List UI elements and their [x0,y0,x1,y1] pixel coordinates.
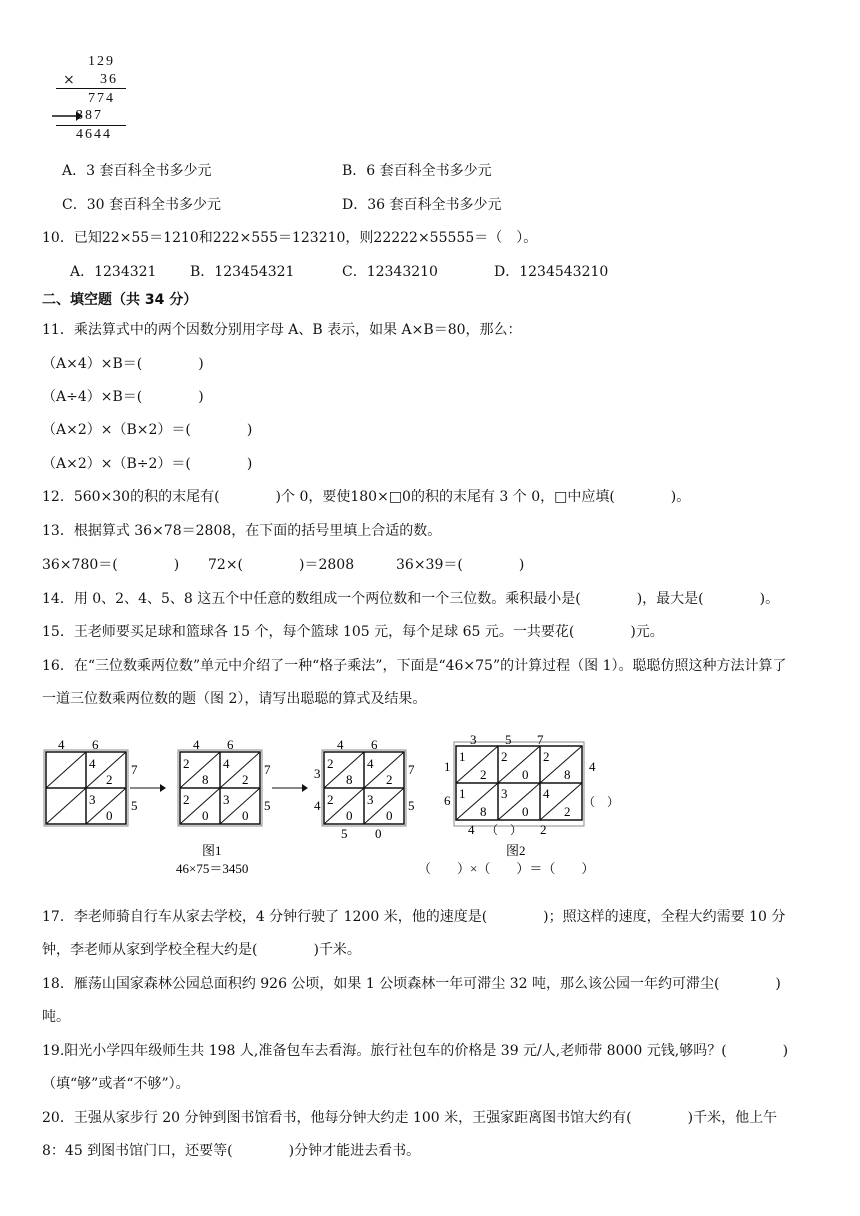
g2-c5: 2 [183,792,190,807]
lattice-grid-2 [178,737,271,826]
g4-left-1: 1 [444,759,451,774]
q17-line2: 钟，李老师从家到学校全程大约是( )千米。 [42,942,361,958]
g2-c8: 0 [242,808,249,823]
g2-c4: 2 [242,772,249,787]
q16-line2: 一道三位数乘两位数的题（图 2），请写出聪聪的算式及结果。 [42,691,427,707]
fig1-caption: 图1 [202,843,222,858]
g4-right-paren: （ ） [583,795,620,809]
g3-c6: 0 [346,808,353,823]
g1-top-4: 4 [58,737,65,752]
q11-line3: （A×2）×（B×2）＝( ) [42,422,253,438]
vm-row4: 387 [76,108,103,123]
q20-line1: 20．王强从家步行 20 分钟到图书馆看书，他每分钟大约走 100 米，王强家距离图书馆大约有( )千米，他上午 [42,1110,778,1126]
q10-option-b: B．123454321 [190,264,295,280]
g4-c2: 2 [480,767,487,782]
g4-c9: 3 [501,786,508,801]
g1-c1: 4 [89,756,96,771]
q13-b: 72×( )＝2808 [208,557,355,573]
q11-line1: （A×4）×B＝( ) [42,356,204,372]
g4-right-4: 4 [589,759,596,774]
g3-left-3: 3 [314,766,321,781]
g4-c8: 8 [480,804,487,819]
lattice-grid-3 [314,737,415,841]
vm-times-sign: × [63,72,75,88]
g3-top-6: 6 [371,737,378,752]
g3-c5: 2 [327,792,334,807]
g1-c2: 2 [106,772,113,787]
g1-c3: 3 [89,792,96,807]
g3-side-5: 5 [408,798,415,813]
g4-bottom-4: 4 [468,822,475,837]
g2-top-6: 6 [227,737,234,752]
q19-line2: （填“够”或者“不够”）。 [42,1076,190,1092]
g4-c6: 8 [564,767,571,782]
q13-stem: 13．根据算式 36×78＝2808，在下面的括号里填上合适的数。 [42,523,442,539]
vm-line1 [56,88,126,89]
q18-line2: 吨。 [42,1009,70,1025]
vm-line2 [56,125,126,126]
q10-stem: 10．已知22×55＝1210和222×555＝123210，则22222×55555＝（ ）。 [42,230,538,246]
g3-c2: 8 [346,772,353,787]
g4-c1: 1 [459,749,466,764]
g3-c1: 2 [327,756,334,771]
g3-bottom-0: 0 [375,826,382,841]
vm-row1: 129 [88,54,115,69]
q19-line1: 19.阳光小学四年级师生共 198 人,准备包车去看海。旅行社包车的价格是 39 元/人,老师带 8000 元钱,够吗？( ) [42,1043,789,1059]
q16-line1: 16．在“三位数乘两位数”单元中介绍了一种“格子乘法”，下面是“46×75”的计算过程（图 1）。聪聪仿照这种方法计算了 [42,658,787,674]
vm-row5: 4644 [76,127,112,142]
q9-option-c: C．30 套百科全书多少元 [62,197,221,213]
g1-side-7: 7 [131,762,138,777]
section-title: 二、填空题（共 34 分） [42,292,198,308]
g3-c7: 3 [367,792,374,807]
g4-top-3: 3 [470,732,477,747]
arrow-1-icon [160,784,166,792]
q9-option-b: B．6 套百科全书多少元 [342,163,492,179]
vm-row3: 774 [88,91,115,106]
g3-top-4: 4 [337,737,344,752]
q20-line2: 8：45 到图书馆门口，还要等( )分钟才能进去看书。 [42,1143,421,1159]
g2-c6: 0 [202,808,209,823]
g4-c10: 0 [522,804,529,819]
g4-bottom-2: 2 [540,822,547,837]
g4-c11: 4 [543,786,550,801]
fig2-equation: （ ）×（ ）＝（ ） [418,861,595,876]
q17-line1: 17．李老师骑自行车从家去学校，4 分钟行驶了 1200 米，他的速度是( )；照这样的速度，全程大约需要 10 分 [42,909,786,925]
g1-top-6: 6 [92,737,99,752]
g3-left-4: 4 [314,798,321,813]
lattice-grid-1 [44,737,138,826]
q18-line1: 18．雁荡山国家森林公园总面积约 926 公顷，如果 1 公顷森林一年可滞尘 32 吨，那么该公园一年约可滞尘( ) [42,976,781,992]
g2-c3: 4 [223,756,230,771]
g4-left-6: 6 [444,793,451,808]
g4-c12: 2 [564,804,571,819]
q11-line4: （A×2）×（B÷2）＝( ) [42,456,253,472]
g4-top-5: 5 [505,732,512,747]
q11-line2: （A÷4）×B＝( ) [42,389,204,405]
q13-c: 36×39＝( ) [396,557,525,573]
fig1-equation: 46×75＝3450 [176,861,249,876]
g4-c4: 0 [522,767,529,782]
q9-option-a: A．3 套百科全书多少元 [62,163,212,179]
g1-c4: 0 [106,808,113,823]
g2-side-5: 5 [264,798,271,813]
g2-c2: 8 [202,772,209,787]
g2-side-7: 7 [264,762,271,777]
g3-c8: 0 [386,808,393,823]
g4-c3: 2 [501,749,508,764]
g4-c7: 1 [459,786,466,801]
g4-bottom-paren: （ ） [486,823,523,837]
g2-c7: 3 [223,792,230,807]
q10-option-c: C．12343210 [342,264,438,280]
g2-c1: 2 [183,756,190,771]
q10-option-a: A．1234321 [70,264,157,280]
q12-text: 12．560×30的积的末尾有( )个 0，要使180×□0的积的末尾有 3 个 0，□中应填( )。 [42,489,691,505]
g4-top-7: 7 [537,732,544,747]
q9-option-d: D．36 套百科全书多少元 [342,197,502,213]
q14-text: 14．用 0、2、4、5、8 这五个中任意的数组成一个两位数和一个三位数。乘积最小是( )，最大是( )。 [42,591,780,607]
arrow-2-icon [302,784,308,792]
q13-a: 36×780＝( ) [42,557,180,573]
vm-row2: 36 [100,72,118,87]
g3-c3: 4 [367,756,374,771]
lattice-grid-4 [444,732,619,837]
g3-side-7: 7 [408,762,415,777]
q15-text: 15．王老师要买足球和篮球各 15 个，每个篮球 105 元，每个足球 65 元。一共要花( )元。 [42,624,664,640]
lattice-figures [30,730,650,880]
q10-option-d: D．1234543210 [494,264,609,280]
fig2-caption: 图2 [506,843,526,858]
g1-side-5: 5 [131,798,138,813]
g3-bottom-5: 5 [341,826,348,841]
g4-c5: 2 [543,749,550,764]
g2-top-4: 4 [193,737,200,752]
g3-c4: 2 [386,772,393,787]
q11-stem: 11．乘法算式中的两个因数分别用字母 A、B 表示，如果 A×B＝80，那么： [42,322,522,338]
